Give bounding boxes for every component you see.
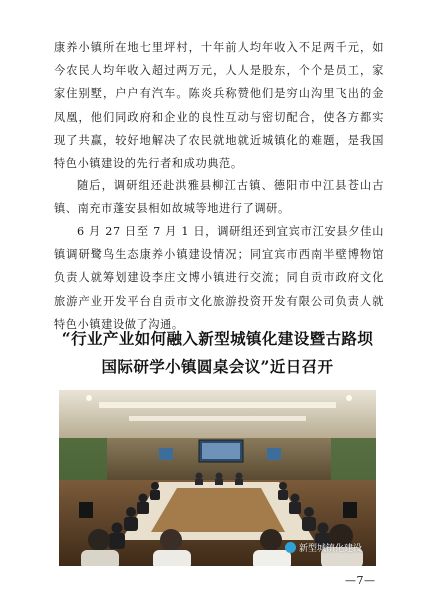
body-paragraph-2: 随后，调研组还赴洪雅县柳江古镇、德阳市中江县苍山古镇、南充市蓬安县相如故城等地进行了调研。	[54, 179, 384, 216]
section-heading-line-1: “行业产业如何融入新型城镇化建设暨古路坝	[61, 329, 374, 348]
section-heading-line-2: 国际研学小镇圆桌会议”近日召开	[101, 357, 334, 376]
photo-watermark	[285, 541, 362, 554]
body-paragraph-1: 康养小镇所在地七里坪村，十年前人均年收入不足两千元，如今农民人均年收入超过两万元，人人是股东，个个是员工，家家住别墅，户户有汽车。陈炎兵称赞他们是穷山沟里飞出的金凤凰，他们同政府和企业的良性互动与密切配合，使各方都实现了共赢，较好地解决了农民就地就近城镇化的难题，是我国特色小镇建设的先行者和成功典范。	[54, 41, 384, 171]
page-number: —7—	[345, 574, 376, 587]
meeting-photo	[59, 390, 376, 566]
meeting-room-illustration	[59, 390, 376, 566]
body-paragraph-3: 6 月 27 日至 7 月 1 日，调研组还到宜宾市江安县夕佳山镇调研鹭鸟生态康养小镇建设情况；同宜宾市西南半壁博物馆负责人就筹划建设李庄文博小镇进行交流；同自贡市政府文化旅游产业开发平台自贡市文化旅游投资开发有限公司负责人就特色小镇建设做了沟通。	[54, 225, 384, 331]
wechat-logo-icon	[285, 542, 296, 553]
watermark-text: 新型城镇化建设	[298, 544, 362, 554]
